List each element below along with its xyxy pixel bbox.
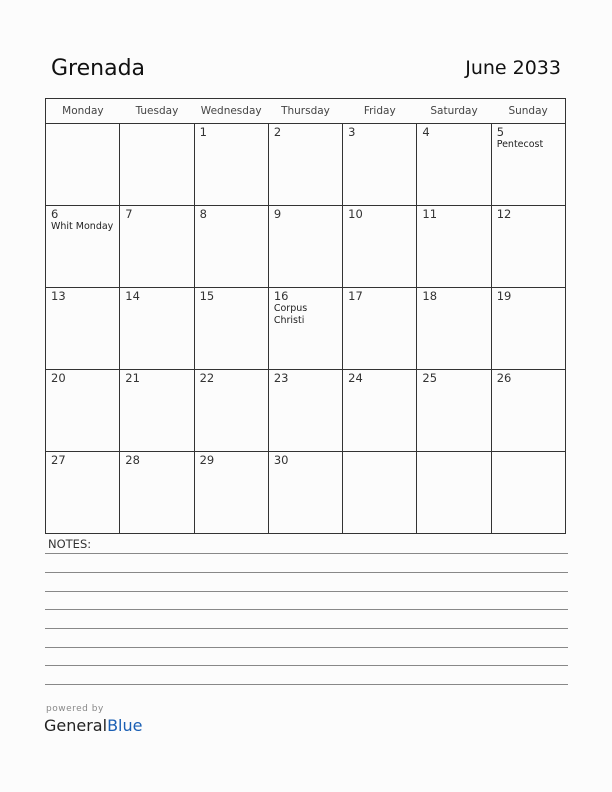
day-cell bbox=[194, 124, 268, 206]
day-cell bbox=[46, 288, 120, 370]
day-number: 28 bbox=[125, 453, 140, 467]
day-cell bbox=[491, 452, 565, 534]
calendar-grid bbox=[45, 98, 566, 534]
day-number: 23 bbox=[273, 371, 289, 385]
day-cell bbox=[46, 124, 120, 206]
day-cell bbox=[343, 288, 417, 370]
weekday-saturday: Saturday bbox=[417, 99, 491, 124]
day-cell bbox=[268, 288, 342, 370]
day-cell bbox=[194, 206, 268, 288]
day-cell bbox=[268, 206, 342, 288]
calendar-month-title: June 2033 bbox=[465, 57, 561, 79]
day-cell bbox=[491, 124, 565, 206]
holiday-label: Pentecost bbox=[496, 139, 544, 150]
day-cell bbox=[343, 452, 417, 534]
day-number: 30 bbox=[273, 453, 289, 467]
day-number: 21 bbox=[125, 371, 140, 385]
weekday-sunday: Sunday bbox=[491, 99, 565, 124]
notes-line bbox=[45, 572, 568, 573]
day-number: 29 bbox=[199, 453, 215, 467]
day-number: 9 bbox=[273, 207, 282, 221]
day-number: 6 bbox=[51, 207, 59, 221]
day-number: 5 bbox=[496, 125, 505, 139]
day-number: 8 bbox=[199, 207, 207, 221]
day-number: 7 bbox=[125, 207, 133, 221]
day-cell bbox=[120, 206, 194, 288]
calendar-week-row bbox=[46, 124, 566, 206]
day-cell bbox=[194, 370, 268, 452]
day-cell bbox=[120, 452, 194, 534]
generalblue-logo bbox=[44, 716, 142, 735]
day-number: 3 bbox=[348, 125, 356, 139]
day-cell bbox=[343, 124, 417, 206]
day-cell bbox=[417, 370, 491, 452]
day-number: 18 bbox=[422, 289, 438, 303]
day-number: 19 bbox=[496, 289, 512, 303]
day-number: 2 bbox=[273, 125, 282, 139]
day-cell bbox=[268, 452, 342, 534]
day-cell bbox=[194, 288, 268, 370]
day-cell bbox=[268, 124, 342, 206]
day-cell bbox=[491, 206, 565, 288]
day-number: 12 bbox=[496, 207, 512, 221]
day-cell bbox=[46, 452, 120, 534]
day-number: 16 bbox=[273, 289, 289, 303]
weekday-thursday: Thursday bbox=[268, 99, 342, 124]
day-number: 22 bbox=[199, 371, 215, 385]
day-cell bbox=[491, 370, 565, 452]
calendar-country-title: Grenada bbox=[51, 56, 146, 81]
day-cell bbox=[46, 370, 120, 452]
notes-line bbox=[45, 684, 568, 685]
day-number: 13 bbox=[51, 289, 66, 303]
day-number: 14 bbox=[125, 289, 140, 303]
holiday-label: Corpus Christi bbox=[273, 303, 308, 326]
holiday-label: Whit Monday bbox=[51, 221, 114, 232]
day-number: 20 bbox=[51, 371, 66, 385]
day-cell bbox=[46, 206, 120, 288]
day-cell bbox=[417, 288, 491, 370]
notes-line bbox=[45, 609, 568, 610]
day-number: 25 bbox=[422, 371, 438, 385]
day-cell bbox=[268, 370, 342, 452]
day-number: 11 bbox=[422, 207, 438, 221]
day-number: 17 bbox=[348, 289, 363, 303]
notes-line bbox=[45, 628, 568, 629]
day-number: 10 bbox=[348, 207, 363, 221]
day-cell bbox=[343, 370, 417, 452]
notes-line bbox=[45, 647, 568, 648]
day-cell bbox=[120, 124, 194, 206]
weekday-tuesday: Tuesday bbox=[120, 99, 194, 124]
notes-line bbox=[45, 665, 568, 666]
notes-label: NOTES: bbox=[48, 537, 92, 551]
logo-general-text: General bbox=[44, 716, 108, 735]
day-number: 27 bbox=[51, 453, 66, 467]
day-cell bbox=[343, 206, 417, 288]
logo-blue-text: Blue bbox=[107, 716, 143, 735]
notes-line bbox=[45, 591, 568, 592]
day-cell bbox=[120, 288, 194, 370]
calendar-week-row bbox=[46, 288, 566, 370]
day-number: 1 bbox=[199, 125, 207, 139]
day-number: 4 bbox=[422, 125, 430, 139]
day-number: 24 bbox=[348, 371, 363, 385]
day-number: 26 bbox=[496, 371, 512, 385]
calendar-week-row bbox=[46, 206, 566, 288]
notes-line bbox=[45, 553, 568, 554]
calendar-week-row bbox=[46, 452, 566, 534]
day-cell bbox=[417, 124, 491, 206]
powered-by-text: powered by bbox=[46, 704, 104, 714]
day-cell bbox=[417, 206, 491, 288]
weekday-friday: Friday bbox=[343, 99, 417, 124]
day-cell bbox=[194, 452, 268, 534]
day-cell bbox=[491, 288, 565, 370]
weekday-header-row bbox=[46, 99, 566, 124]
weekday-monday: Monday bbox=[46, 99, 120, 124]
calendar-week-row bbox=[46, 370, 566, 452]
day-number: 15 bbox=[199, 289, 215, 303]
weekday-wednesday: Wednesday bbox=[194, 99, 268, 124]
day-cell bbox=[417, 452, 491, 534]
day-cell bbox=[120, 370, 194, 452]
